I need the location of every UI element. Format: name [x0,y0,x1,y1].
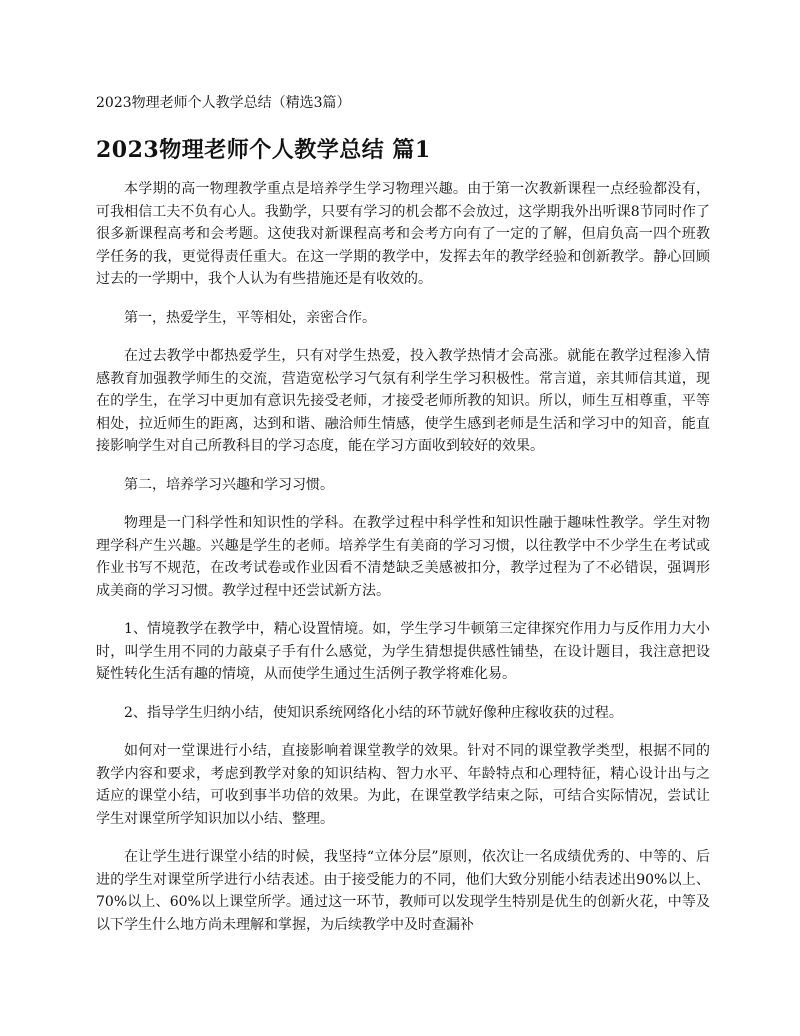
paragraph: 1、情境教学在教学中，精心设置情境。如，学生学习牛顿第三定律探究作用力与反作用力大小时，叫学生用不同的力敲桌子手有什么感觉，为学生猜想提供感性铺垫，在设计题目，我注意把设疑性转化生活有趣的情境，从而使学生通过生活例子教学将难化易。 [96,621,710,682]
paragraph: 第一，热爱学生，平等相处，亲密合作。 [124,309,376,326]
paragraph: 第二，培养学习兴趣和学习习惯。 [124,476,334,493]
document-body [96,178,710,952]
paragraph: 如何对一堂课进行小结，直接影响着课堂教学的效果。针对不同的课堂教学类型，根据不同的教学内容和要求，考虑到教学对象的知识结构、智力水平、年龄特点和心理特征，精心设计出与之适应的课堂小结，可收到事半功倍的效果。为此，在课堂教学结束之际，可结合实际情况，尝试让学生对课堂所学知识加以小结、整理。 [96,743,710,827]
document-header: 2023物理老师个人教学总结（精选3篇） [96,95,351,111]
paragraph: 2、指导学生归纳小结，使知识系统网络化小结的环节就好像种庄稼收获的过程。 [124,704,623,721]
paragraph: 在过去教学中都热爱学生，只有对学生热爱，投入教学热情才会高涨。就能在教学过程渗入情感教育加强教学师生的交流，营造宽松学习气氛有利学生学习积极性。常言道，亲其师信其道，现在的学生，在学习中更加有意识先接受老师，才接受老师所教的知识。所以，师生互相尊重，平等相处，拉近师生的距离，达到和谐、融洽师生情感，使学生感到老师是生活和学习中的知音，能直接影响学生对自己所教科目的学习态度，能在学习方面收到较好的效果。 [96,348,710,454]
paragraph: 物理是一门科学性和知识性的学科。在教学过程中科学性和知识性融于趣味性教学。学生对物理学科产生兴趣。兴趣是学生的老师。培养学生有美商的学习习惯，以往教学中不少学生在考试或作业书写不规范，在改考试卷或作业因看不清楚缺乏美感被扣分，教学过程为了不必错误，强调形成美商的学习习惯。教学过程中还尝试新方法。 [96,515,710,599]
paragraph: 在让学生进行课堂小结的时候，我坚持“立体分层”原则，依次让一名成绩优秀的、中等的、后进的学生对课堂所学进行小结表述。由于接受能力的不同，他们大致分别能小结表述出90%以上、70%以上、60%以上课堂所学。通过这一环节，教师可以发现学生特别是优生的创新火花，中等及以下学生什么地方尚未理解和掌握，为后续教学中及时查漏补 [96,849,710,933]
paragraph: 本学期的高一物理教学重点是培养学生学习物理兴趣。由于第一次教新课程一点经验都没有，可我相信工夫不负有心人。我勤学，只要有学习的机会都不会放过，这学期我外出听课8节同时作了很多新课程高考和会考题。这使我对新课程高考和会考方向有了一定的了解，但肩负高一四个班教学任务的我，更觉得责任重大。在这一学期的教学中，发挥去年的教学经验和创新教学。静心回顾过去的一学期中，我个人认为有些措施还是有收效的。 [96,181,710,287]
document-title: 2023物理老师个人教学总结 篇1 [96,137,431,163]
